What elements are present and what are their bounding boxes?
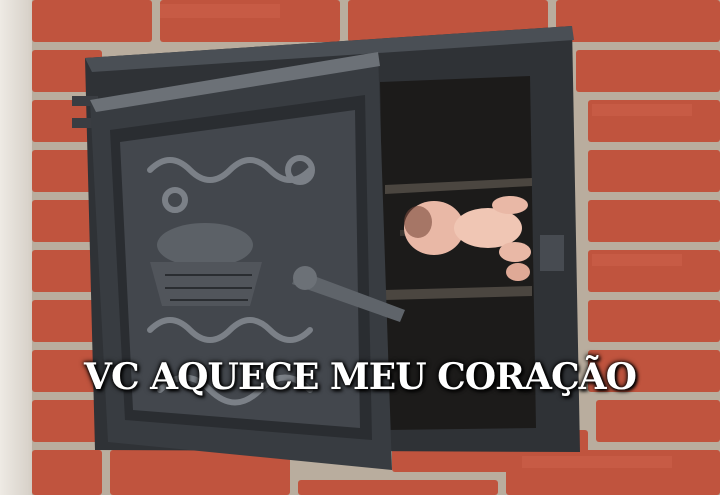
- oven-door: [90, 52, 405, 470]
- meme-caption: VC AQUECE MEU CORAÇÃO: [84, 356, 636, 398]
